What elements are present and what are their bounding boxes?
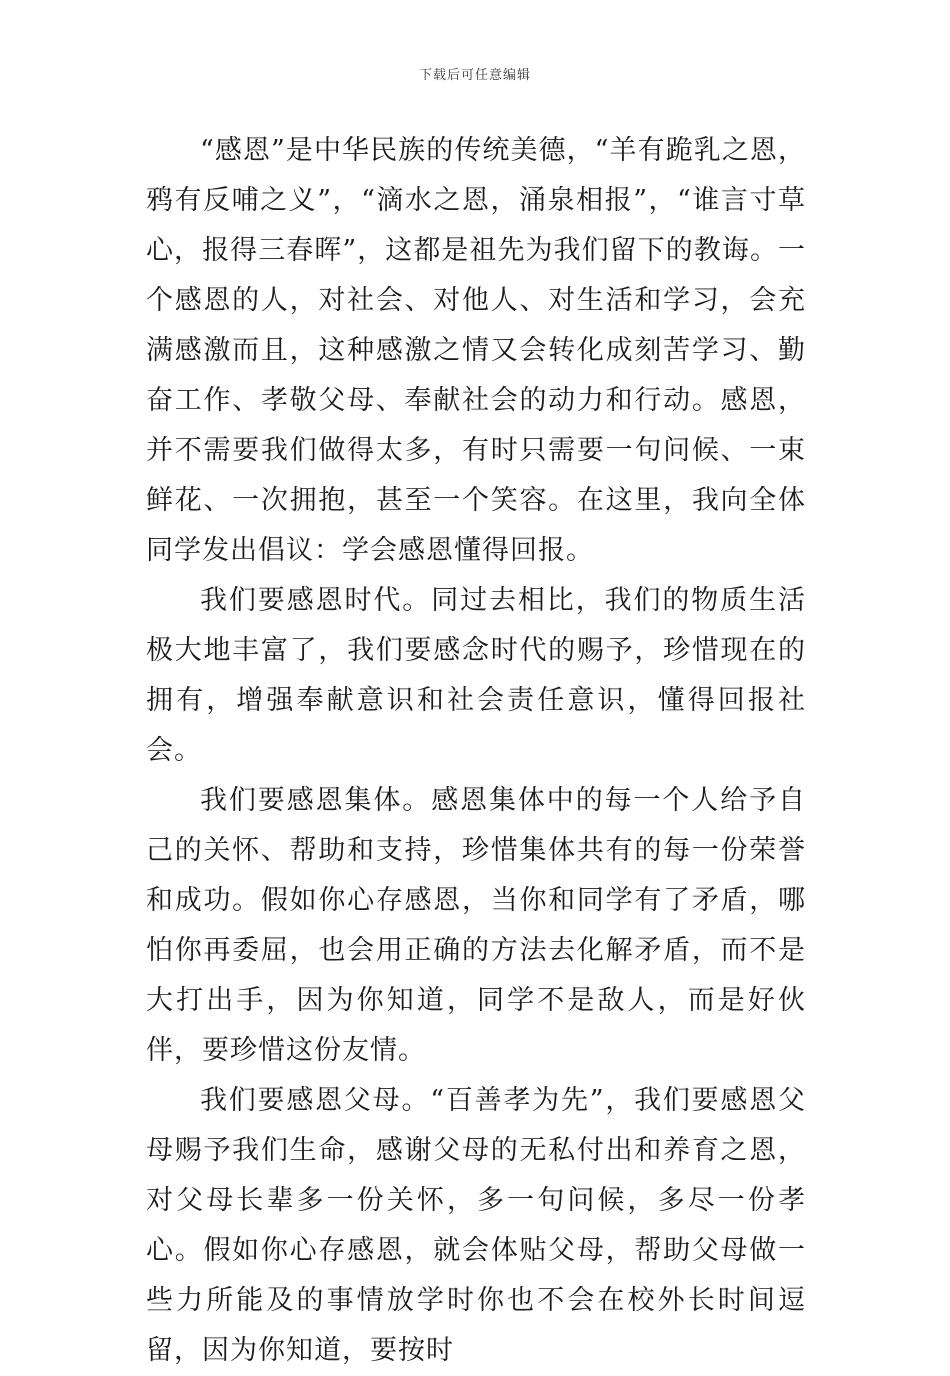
- paragraph-collective: 我们要感恩集体。感恩集体中的每一个人给予自己的关怀、帮助和支持，珍惜集体共有的每一份荣誉和成功。假如你心存感恩，当你和同学有了矛盾，哪怕你再委屈，也会用正确的方法去化解矛盾，而不是大打出手，因为你知道，同学不是敌人，而是好伙伴，要珍惜这份友情。: [146, 785, 806, 1066]
- document-body: [146, 126, 806, 1376]
- paragraph-parents: 我们要感恩父母。“百善孝为先”，我们要感恩父母赐予我们生命，感谢父母的无私付出和养育之恩，对父母长辈多一份关怀，多一句问候，多尽一份孝心。假如你心存感恩，就会体贴父母，帮助父母做一些力所能及的事情放学时你也不会在校外长时间逗留，因为你知道，要按时: [146, 1085, 806, 1366]
- paragraph-intro: “感恩”是中华民族的传统美德，“羊有跪乳之恩，鸦有反哺之义”，“滴水之恩，涌泉相报”，“谁言寸草心，报得三春晖”，这都是祖先为我们留下的教诲。一个感恩的人，对社会、对他人、对生活和学习，会充满感激而且，这种感激之情又会转化成刻苦学习、勤奋工作、孝敬父母、奉献社会的动力和行动。感恩，并不需要我们做得太多，有时只需要一句问候、一束鲜花、一次拥抱，甚至一个笑容。在这里，我向全体同学发出倡议：学会感恩懂得回报。: [146, 135, 806, 566]
- paragraph-era: 我们要感恩时代。同过去相比，我们的物质生活极大地丰富了，我们要感念时代的赐予，珍惜现在的拥有，增强奉献意识和社会责任意识，懂得回报社会。: [146, 585, 806, 766]
- header-note: 下载后可任意编辑: [418, 68, 531, 83]
